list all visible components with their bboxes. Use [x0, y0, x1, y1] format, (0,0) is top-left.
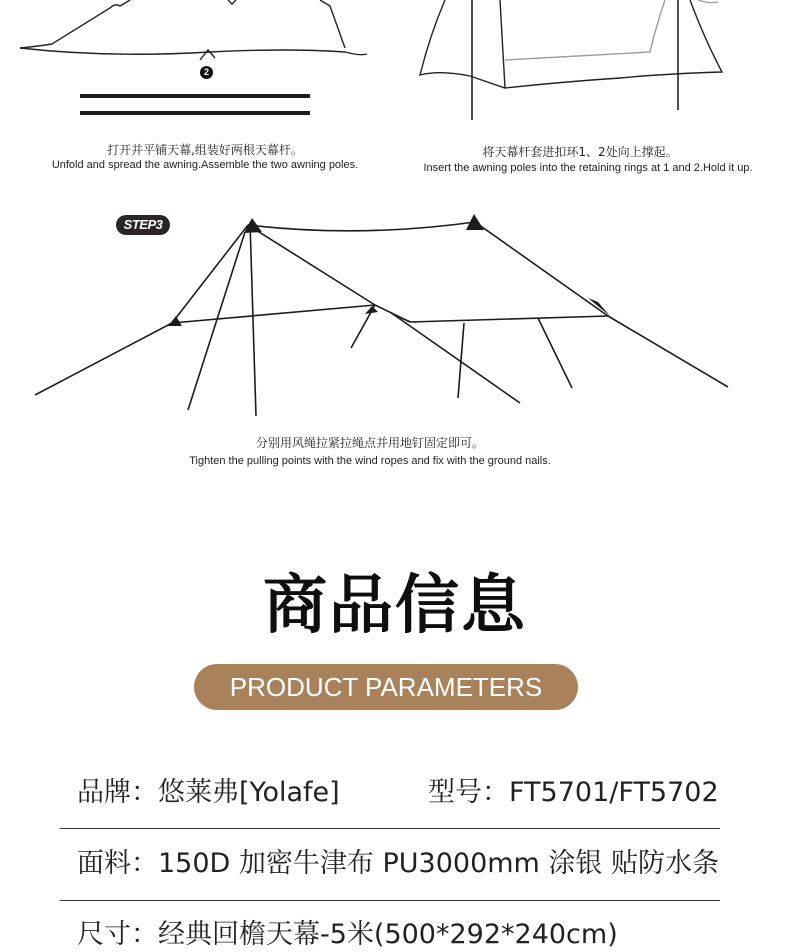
param-size: 尺寸：经典回檐天幕-5米(500*292*240cm) [77, 919, 618, 950]
awning-pole-2 [80, 111, 310, 115]
step3-illustration [35, 222, 728, 416]
step3-caption-cn: 分别用风绳拉紧拉绳点并用地钉固定即可。 [255, 436, 484, 450]
ring-marker-2: 2 [200, 66, 213, 79]
step1-caption-cn: 打开并平铺天幕,组装好两根天幕杆。 [107, 143, 303, 157]
step1-caption-en: Unfold and spread the awning.Assemble the two awning poles. [51, 159, 359, 171]
step3-badge: STEP3 [116, 215, 170, 235]
awning-pole-1 [80, 94, 310, 98]
step2-illustration [420, 0, 722, 120]
param-brand: 品牌：悠莱弗[Yolafe] [77, 777, 340, 808]
param-divider-2 [60, 900, 720, 901]
param-material: 面料：150D 加密牛津布 PU3000mm 涂银 贴防水条 [77, 848, 720, 879]
section-title-cn: 商品信息 [263, 569, 527, 643]
step2-caption-en: Insert the awning poles into the retaining rings at 1 and 2.Hold it up. [423, 162, 753, 174]
param-divider-1 [60, 828, 720, 829]
step3-caption-en: Tighten the pulling points with the wind ropes and fix with the ground nails. [189, 455, 551, 467]
step2-caption-cn: 将天幕杆套进扣环1、2处向上撑起。 [482, 145, 678, 159]
param-model: 型号：FT5701/FT5702 [428, 777, 719, 808]
section-title-en-pill: PRODUCT PARAMETERS [194, 664, 578, 710]
step1-illustration [20, 0, 367, 60]
